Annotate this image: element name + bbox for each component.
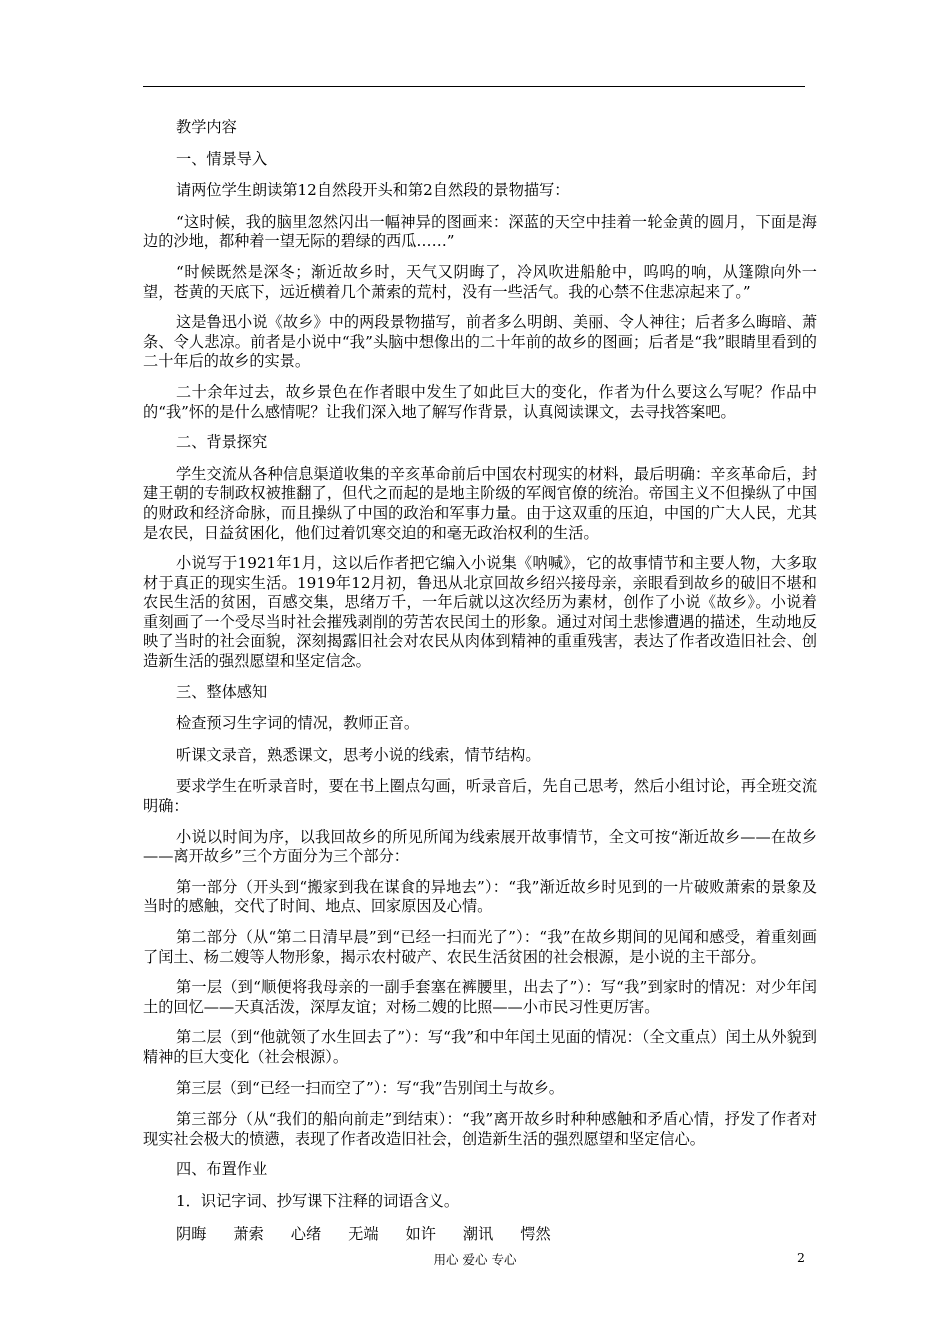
paragraph: 小说以时间为序，以我回故乡的所见所闻为线索展开故事情节，全文可按“渐近故乡——在故乡——离开故乡”三个方面分为三个部分： (143, 827, 817, 866)
paragraph: 第三层（到“已经一扫而空了”）：写“我”告别闰土与故乡。 (176, 1078, 564, 1097)
section-label: 教学内容 (176, 118, 237, 136)
vocab-list (143, 1224, 817, 1244)
section-heading: 一、情景导入 (176, 149, 268, 168)
vocab-word: 如许 (405, 1224, 436, 1243)
vocab-word: 阴晦 (176, 1224, 207, 1243)
vocab-word: 萧索 (233, 1224, 264, 1243)
paragraph: 二十余年过去，故乡景色在作者眼中发生了如此巨大的变化，作者为什么要这么写呢？作品中的“我”怀的是什么感情呢？让我们深入地了解写作背景，认真阅读课文，去寻找答案吧。 (143, 382, 817, 421)
section-heading: 三、整体感知 (176, 682, 268, 701)
paragraph: 第一部分（开头到“搬家到我在谋食的异地去”）：“我”渐近故乡时见到的一片破败萧索的景象及当时的感触，交代了时间、地点、回家原因及心情。 (143, 877, 817, 916)
vocab-word: 心绪 (290, 1224, 322, 1243)
quote-paragraph: “时候既然是深冬；渐近故乡时，天气又阴晦了，冷风吹进船舱中，呜呜的响，从篷隙向外一望，苍黄的天底下，远近横着几个萧索的荒村，没有一些活气。我的心禁不住悲凉起来了。” (143, 262, 817, 301)
paragraph: 第三部分（从“我们的船向前走”到结束）：“我”离开故乡时种种感触和矛盾心情，抒发了作者对现实社会极大的愤懑，表现了作者改造旧社会，创造新生活的强烈愿望和坚定信心。 (143, 1110, 817, 1148)
paragraph: 第一层（到“顺便将我母亲的一副手套塞在裤腰里，出去了”）：写“我”到家时的情况：对少年闰土的回忆——天真活泼，深厚友谊；对杨二嫂的比照——小市民习性更厉害。 (143, 978, 817, 1016)
paragraph: 第二层（到“他就领了水生回去了”）：写“我”和中年闰土见面的情况：（全文重点）闰土从外貌到精神的巨大变化（社会根源）。 (143, 1028, 817, 1066)
section-heading: 四、布置作业 (176, 1160, 268, 1179)
paragraph: 学生交流从各种信息渠道收集的辛亥革命前后中国农村现实的材料，最后明确：辛亥革命后，封建王朝的专制政权被推翻了，但代之而起的是地主阶级的军阀官僚的统治。帝国主义不但操纵了中国的财政和经济命脉，而且操纵了中国的政治和军事力量。由于这双重的压迫，中国的广大人民，尤其是农民，日益贫困化，他们过着饥寒交迫的和毫无政治权利的生活。 (143, 464, 817, 542)
document-body (143, 118, 817, 1244)
vocab-word: 愕然 (520, 1224, 551, 1243)
paragraph: 第二部分（从“第二日清早晨”到“已经一扫而光了”）：“我”在故乡期间的见闻和感受，着重刻画了闰土、杨二嫂等人物形象，揭示农村破产、农民生活贫困的社会根源，是小说的主干部分。 (143, 928, 817, 966)
paragraph: 听课文录音，熟悉课文，思考小说的线索，情节结构。 (176, 745, 541, 764)
paragraph: 这是鲁迅小说《故乡》中的两段景物描写，前者多么明朗、美丽、令人神往；后者多么晦暗、萧条、令人悲凉。前者是小说中“我”头脑中想像出的二十年前的故乡的图画；后者是“我”眼睛里看到的二十年后的故乡的实景。 (143, 313, 817, 371)
footer-text: 用心 爱心 专心 (433, 1252, 517, 1267)
paragraph: 要求学生在听录音时，要在书上圈点勾画，听录音后，先自己思考，然后小组讨论，再全班交流明确： (143, 777, 817, 816)
vocab-word: 无端 (348, 1224, 379, 1243)
paragraph: 1．识记字词、抄写课下注释的词语含义。 (176, 1191, 460, 1210)
quote-paragraph: “这时候，我的脑里忽然闪出一幅神异的图画来：深蓝的天空中挂着一轮金黄的圆月，下面是海边的沙地，都种着一望无际的碧绿的西瓜……” (143, 212, 817, 251)
paragraph: 小说写于1921年1月，这以后作者把它编入小说集《呐喊》，它的故事情节和主要人物，大多取材于真正的现实生活。1919年12月初，鲁迅从北京回故乡绍兴接母亲，亲眼看到故乡的破旧不堪和农民生活的贫困，百感交集，思绪万千，一年后就以这次经历为素材，创作了小说《故乡》。小说着重刻画了一个受尽当时社会摧残剥削的劳苦农民闰土的形象。通过对闰土悲惨遭遇的描述，生动地反映了当时的社会面貌，深刻揭露旧社会对农民从肉体到精神的重重残害，表达了作者改造旧社会、创造新生活的强烈愿望和坚定信念。 (143, 554, 817, 671)
paragraph: 请两位学生朗读第12自然段开头和第2自然段的景物描写： (176, 181, 570, 200)
header-rule (143, 86, 805, 87)
paragraph: 检查预习生字词的情况，教师正音。 (176, 714, 419, 733)
vocab-word: 潮讯 (462, 1224, 494, 1243)
page-number: 2 (797, 1250, 805, 1265)
section-heading: 二、背景探究 (176, 433, 268, 452)
